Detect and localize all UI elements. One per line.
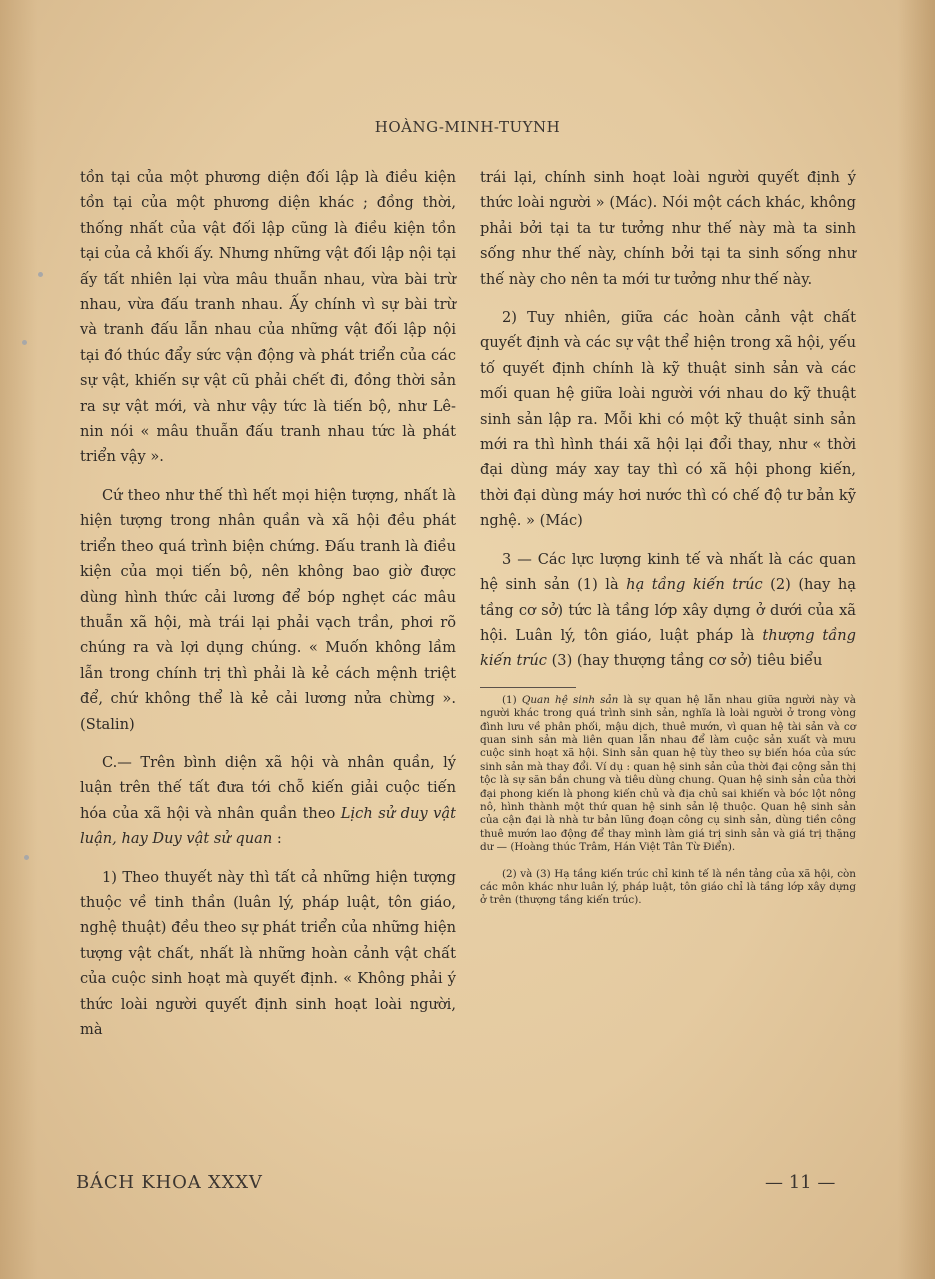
paragraph-text: (3) (hay thượng tầng cơ sở) tiêu biểu bbox=[546, 652, 823, 670]
footnote-divider bbox=[480, 687, 576, 688]
paper-speck bbox=[24, 855, 29, 860]
paragraph-text: (2) (hay hạ tầng cơ sở) tức là tầng lớp xây dựng ở dưới của xã hội. Luân lý, tôn giáo, luật pháp là bbox=[480, 576, 856, 644]
right-column bbox=[480, 165, 856, 921]
paragraph: tồn tại của một phương diện đối lập là điều kiện tồn tại của một phương diện khác ; đồng thời, thống nhất của vật đối lập cũng là điều kiện tồn tại của cả khối ấy. Nhưng những vật đối lập nội tại ấy tất nhiên lại vừa mâu thuẫn nhau, vừa bài trừ nhau, vừa đấu tranh nhau. Ấy chính vì sự bài trừ và tranh đấu lẫn nhau của những vật đối lập nội tại đó thúc đẩy sức vận động và phát triển của các sự vật, khiến sự vật cũ phải chết đi, đồng thời sản ra sự vật mới, và như vậy tức là tiến bộ, như Lê-nin nói « mâu thuẫn đấu tranh nhau tức là phát triển vậy ». bbox=[80, 169, 456, 466]
paper-speck bbox=[38, 272, 43, 277]
italic-term: Lịch sử duy vật luận, hay Duy vật sử quan bbox=[80, 804, 456, 848]
running-header: HOÀNG-MINH-TUYNH bbox=[374, 118, 561, 136]
footnote-1 bbox=[480, 694, 856, 855]
footnote-number: (1) bbox=[502, 693, 522, 706]
italic-term: thượng tầng kiến trúc bbox=[480, 626, 856, 670]
paragraph bbox=[80, 750, 456, 852]
paragraph: 1) Theo thuyết này thì tất cả những hiện tượng thuộc về tinh thần (luân lý, pháp luật, tôn giáo, nghệ thuật) đều theo sự phát triển của những hiện tượng vật chất, nhất là những hoàn cảnh vật chất của cuộc sinh hoạt mà quyết định. « Không phải ý thức loài người quyết định sinh hoạt loài người, mà bbox=[80, 868, 456, 1038]
footnote-text: là sự quan hệ lẫn nhau giữa người này và người khác trong quá trình sinh sản, nghĩa là loài người ở trong vòng đình lưu về phân phối, mậu dịch, thuê mướn, vì quan hệ tài sản và cơ quan sinh sản mà liên quan lẫn nhau để làm cuộc sản xuất và mưu cuộc sinh hoạt xã hội. Sinh sản quan hệ tùy theo sự biến hóa của sức sinh sản mà thay đổi. Ví dụ : quan hệ sinh sản của thời đại cộng sản thị tộc là sự săn bắn chung và tiêu dùng chung. Quan hệ sinh sản của thời đại phong kiến là phong kiến chủ và địa chủ sai khiến và bóc lột nông nô, hình thành một thứ quan hệ sinh sản lệ thuộc. Quan hệ sinh sản của cận đại là nhà tư bản lũng đoạn công cụ sinh sản, dùng tiền công thuê mướn lao động để thay mình làm giá trị sinh sản và giá trị thặng dư — (Hoàng thúc Trâm, Hán Việt Tân Từ Điển). bbox=[480, 693, 856, 854]
footnote-2: (2) và (3) Hạ tầng kiến trúc chỉ kinh tế là nền tảng của xã hội, còn các môn khác như luân lý, pháp luật, tôn giáo chỉ là tầng lớp xây dựng ở trên (thượng tầng kiến trúc). bbox=[480, 867, 856, 907]
left-column bbox=[80, 165, 456, 1055]
paragraph-text: C.— Trên bình diện xã hội và nhân quần, lý luận trên thế tất đưa tới chỗ kiến giải cuộc tiến hóa của xã hội và nhân quần theo bbox=[80, 753, 456, 822]
paragraph: 2) Tuy nhiên, giữa các hoàn cảnh vật chất quyết định và các sự vật thể hiện trong xã hội, yếu tố quyết định chính là kỹ thuật sinh sản và các mối quan hệ giữa loài người với nhau do kỹ thuật sinh sản lập ra. Mỗi khi có một kỹ thuật sinh sản mới ra thì hình thái xã hội lại đổi thay, như « thời đại dùng máy xay tay thì có xã hội phong kiến, thời đại dùng máy hơi nước thì có chế độ tư bản kỹ nghệ. » (Mác) bbox=[480, 309, 856, 530]
paper-speck bbox=[22, 340, 27, 345]
italic-term: hạ tầng kiến trúc bbox=[626, 576, 763, 594]
page-number: — 11 — bbox=[765, 1172, 836, 1193]
footer-publication: BÁCH KHOA XXXV bbox=[76, 1172, 263, 1193]
paragraph-text: 3 — Các lực lượng kinh tế và nhất là các quan hệ sinh sản (1) là bbox=[480, 550, 856, 594]
paragraph: trái lại, chính sinh hoạt loài người quyết định ý thức loài người » (Mác). Nói một cách khác, không phải bởi tại ta tư tưởng như thế này mà ta sinh sống như thế này, chính bởi tại ta sinh sống như thế này cho nên ta mới tư tưởng như thế này. bbox=[480, 169, 856, 288]
paragraph: Cứ theo như thế thì hết mọi hiện tượng, nhất là hiện tượng trong nhân quần và xã hội đều phát triển theo quá trình biện chứng. Đấu tranh là điều kiện của mọi tiến bộ, nên không bao giờ được dùng hình thức cải lương để bóp nghẹt các mâu thuẫn xã hội, mà trái lại phải vạch trần, phơi rõ chúng ra và lợi dụng chúng. « Muốn không lầm lẫn trong chính trị thì phải là kẻ cách mệnh triệt để, chứ không thể là kẻ cải lương nửa chừng ». (Stalin) bbox=[80, 486, 456, 733]
footnote-term: Quan hệ sinh sản bbox=[521, 693, 619, 706]
paragraph bbox=[480, 547, 856, 674]
paragraph-text: : bbox=[272, 830, 282, 848]
